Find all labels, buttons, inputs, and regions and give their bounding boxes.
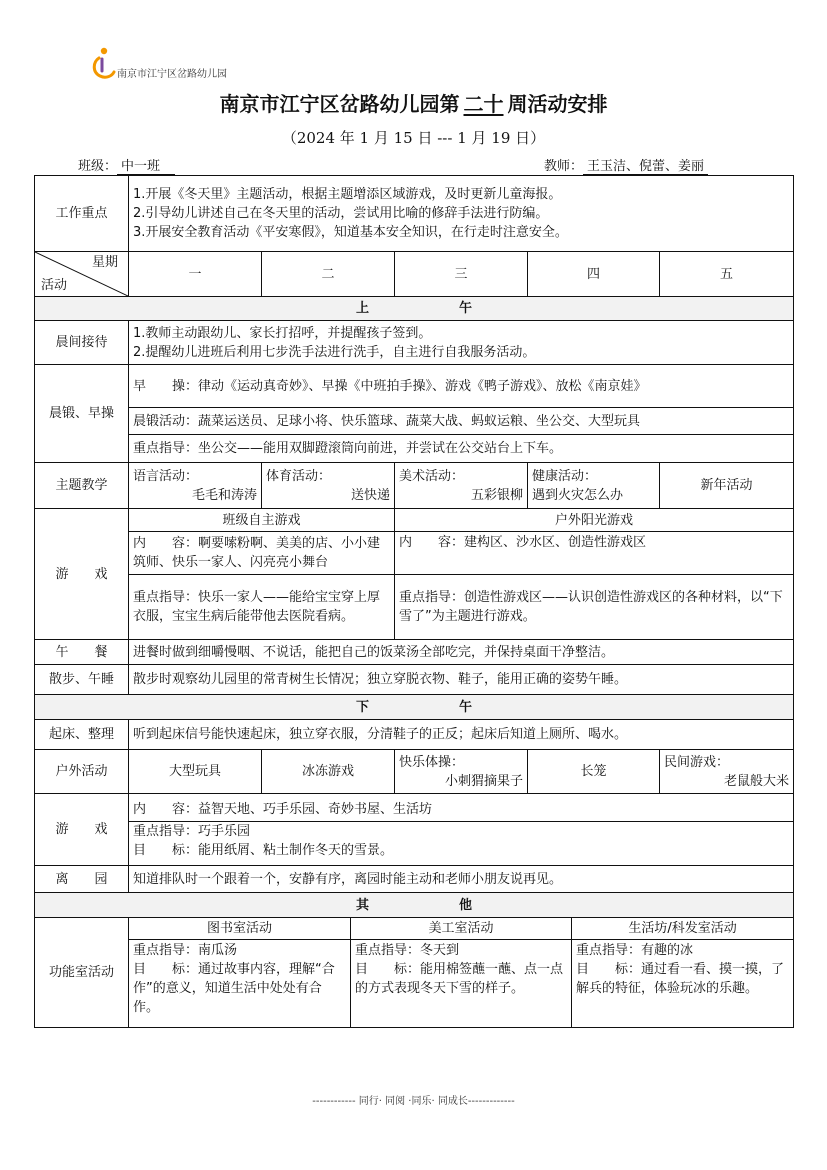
art-room-title: 美工室活动 — [351, 918, 572, 940]
focus-content — [129, 176, 794, 252]
class-info — [78, 155, 175, 175]
other-section-title: 其 他 — [35, 893, 794, 918]
day-mon: 一 — [129, 252, 262, 297]
games-focus-row — [35, 575, 794, 640]
outdoor-cell-thu: 长笼 — [528, 750, 660, 794]
class-value: 中一班 — [117, 155, 175, 175]
afternoon-games-focus: 重点指导：巧手乐园 目 标：能用纸屑、粘土制作冬天的雪景。 — [129, 821, 793, 860]
wakeup-label: 起床、整理 — [35, 720, 129, 750]
day-thu: 四 — [528, 252, 660, 297]
afternoon-section-row — [35, 695, 794, 720]
outdoor-cell-tue: 冰冻游戏 — [262, 750, 395, 794]
games-title-row — [35, 509, 794, 532]
teaching-cell-tue: 体育活动： 送快递 — [262, 463, 395, 509]
outdoor-game-focus: 重点指导：创造性游戏区——认识创造性游戏区的各种材料，以“下雪了”为主题进行游戏。 — [395, 575, 794, 640]
diagonal-header-cell — [35, 252, 129, 297]
week-number: 二十 — [463, 92, 504, 116]
weekday-header-row — [35, 252, 794, 297]
library-room-title: 图书室活动 — [129, 918, 351, 940]
lunch-content: 进餐时做到细嚼慢咽、不说话，能把自己的饭菜汤全部吃完，并保持桌面干净整洁。 — [129, 640, 794, 665]
focus-label: 工作重点 — [35, 176, 129, 252]
nap-row — [35, 665, 794, 695]
games-content-row — [35, 532, 794, 575]
teacher-info — [544, 155, 708, 175]
title-suffix: 周活动安排 — [507, 92, 608, 116]
exercise-row-1 — [35, 365, 794, 408]
reception-label: 晨间接待 — [35, 321, 129, 365]
teaching-cell-fri: 新年活动 — [660, 463, 794, 509]
morning-games-label: 游 戏 — [35, 509, 129, 640]
afternoon-section-title: 下 午 — [35, 695, 794, 720]
teacher-label: 教师： — [544, 159, 584, 174]
outdoor-cell-wed: 快乐体操： 小刺猬摘果子 — [395, 750, 528, 794]
exercise-row-3 — [35, 435, 794, 463]
footer-slogan: ------------ 同行· 同阅 ·同乐· 同成长------------- — [312, 1096, 515, 1107]
rooms-label: 功能室活动 — [35, 918, 129, 1028]
reception-row — [35, 321, 794, 365]
rooms-title-row — [35, 918, 794, 940]
leave-label: 离 园 — [35, 866, 129, 893]
class-game-title: 班级自主游戏 — [129, 509, 395, 532]
leave-row — [35, 866, 794, 893]
reception-content — [129, 321, 794, 365]
teaching-row — [35, 463, 794, 509]
exercise-focus: 重点指导：坐公交——能用双脚蹬滚筒向前进，并尝试在公交站台上下车。 — [129, 435, 794, 463]
outdoor-row — [35, 750, 794, 794]
logo-text: 南京市江宁区岔路幼儿园 — [117, 69, 227, 80]
rooms-content-row — [35, 940, 794, 1028]
nap-content: 散步时观察幼儿园里的常青树生长情况；独立穿脱衣物、鞋子，能用正确的姿势午睡。 — [129, 665, 794, 695]
outdoor-game-title: 户外阳光游戏 — [395, 509, 794, 532]
teaching-cell-mon: 语言活动： 毛毛和涛涛 — [129, 463, 262, 509]
activity-word: 活动 — [41, 278, 68, 293]
page-title — [0, 88, 827, 117]
afternoon-games-row — [35, 794, 794, 866]
outdoor-label: 户外活动 — [35, 750, 129, 794]
life-room-content: 重点指导：有趣的冰 目 标：通过看一看、摸一摸，了解兵的特征，体验玩冰的乐趣。 — [572, 940, 794, 1028]
outdoor-game-content: 内 容：建构区、沙水区、创造性游戏区 — [395, 532, 794, 575]
date-range: （2024 年 1 月 15 日 --- 1 月 19 日） — [281, 129, 546, 147]
reception-line: 2.提醒幼儿进班后利用七步洗手法进行洗手，自主进行自我服务活动。 — [133, 344, 536, 360]
focus-line: 2.引导幼儿讲述自己在冬天里的活动，尝试用比喻的修辞手法进行防编。 — [133, 206, 549, 221]
exercise-morning-drill: 早 操：律动《运动真奇妙》、早操《中班拍手操》、游戏《鸭子游戏》、放松《南京娃》 — [129, 365, 794, 408]
wakeup-row — [35, 720, 794, 750]
outdoor-cell-fri: 民间游戏： 老鼠般大米 — [660, 750, 794, 794]
day-wed: 三 — [395, 252, 528, 297]
wakeup-content: 听到起床信号能快速起床，独立穿衣服，分清鞋子的正反；起床后知道上厕所、喝水。 — [129, 720, 794, 750]
focus-line: 3.开展安全教育活动《平安寒假》，知道基本安全知识，在行走时注意安全。 — [133, 225, 568, 240]
day-tue: 二 — [262, 252, 395, 297]
teaching-cell-thu: 健康活动： 遇到火灾怎么办 — [528, 463, 660, 509]
lunch-label: 午 餐 — [35, 640, 129, 665]
morning-section-title: 上 午 — [35, 297, 794, 321]
schedule-table — [34, 175, 794, 1028]
exercise-activities: 晨锻活动：蔬菜运送员、足球小将、快乐篮球、蔬菜大战、蚂蚁运粮、坐公交、大型玩具 — [129, 408, 794, 435]
kindergarten-logo-icon — [90, 46, 116, 80]
weekday-word: 星期 — [91, 255, 118, 270]
class-game-focus: 重点指导：快乐一家人——能给宝宝穿上厚衣服，宝宝生病后能带他去医院看病。 — [129, 575, 395, 640]
teaching-cell-wed: 美术活动： 五彩银柳 — [395, 463, 528, 509]
logo — [90, 46, 290, 80]
focus-line: 1.开展《冬天里》主题活动，根据主题增添区域游戏，及时更新儿童海报。 — [133, 187, 562, 202]
other-section-row — [35, 893, 794, 918]
teaching-label: 主题教学 — [35, 463, 129, 509]
afternoon-games-content — [129, 794, 794, 866]
afternoon-games-label: 游 戏 — [35, 794, 129, 866]
title-prefix: 南京市江宁区岔路幼儿园第 — [219, 92, 460, 116]
nap-label: 散步、午睡 — [35, 665, 129, 695]
outdoor-cell-mon: 大型玩具 — [129, 750, 262, 794]
lunch-row — [35, 640, 794, 665]
afternoon-games-line: 内 容：益智天地、巧手乐园、奇妙书屋、生活坊 — [133, 801, 433, 817]
class-game-content: 内 容：啊要嗦粉啊、美美的店、小小建筑师、快乐一家人、闪亮亮小舞台 — [129, 532, 395, 575]
focus-row — [35, 176, 794, 252]
library-room-content: 重点指导：南瓜汤 目 标：通过故事内容，理解“合作”的意义，知道生活中处处有合作。 — [129, 940, 351, 1028]
morning-section-row — [35, 297, 794, 321]
class-label: 班级： — [78, 159, 118, 174]
life-room-title: 生活坊/科发室活动 — [572, 918, 794, 940]
exercise-row-2 — [35, 408, 794, 435]
reception-line: 1.教师主动跟幼儿、家长打招呼，并提醒孩子签到。 — [133, 325, 432, 341]
day-fri: 五 — [660, 252, 794, 297]
teacher-value: 王玉洁、倪蕾、姜丽 — [583, 155, 708, 175]
leave-content: 知道排队时一个跟着一个，安静有序，离园时能主动和老师小朋友说再见。 — [129, 866, 794, 893]
exercise-label: 晨锻、早操 — [35, 365, 129, 463]
art-room-content: 重点指导：冬天到 目 标：能用棉签蘸一蘸、点一点的方式表现冬天下雪的样子。 — [351, 940, 572, 1028]
